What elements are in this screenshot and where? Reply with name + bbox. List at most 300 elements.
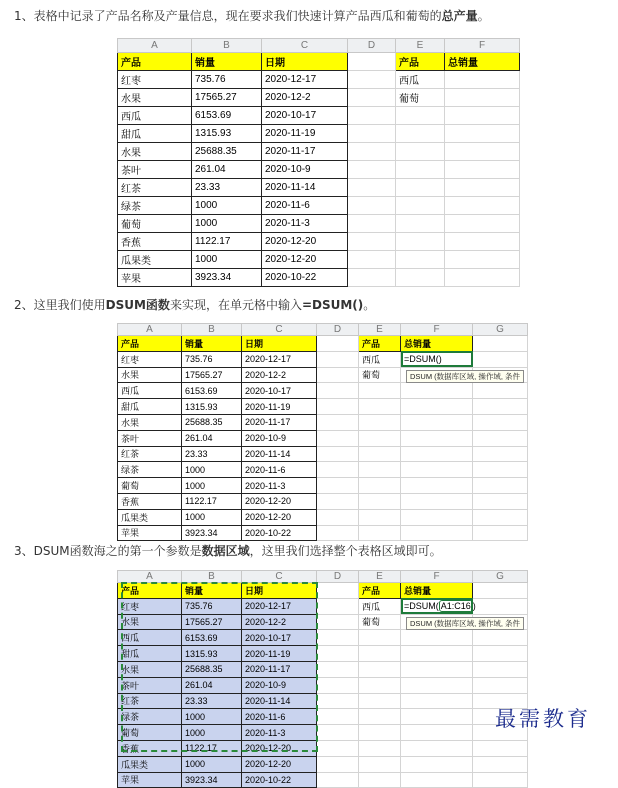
data-cell[interactable]: 735.76 [192,71,262,89]
data-cell[interactable]: 2020-11-14 [242,446,317,462]
data-cell[interactable]: 23.33 [192,179,262,197]
column-header-f[interactable]: F [445,39,520,53]
empty-cell[interactable] [359,478,401,494]
empty-cell[interactable] [317,367,359,383]
column-header-f[interactable]: F [401,571,473,583]
data-cell[interactable]: 2020-10-17 [242,383,317,399]
summary-header-cell[interactable]: 产品 [396,53,445,71]
empty-cell[interactable] [348,197,396,215]
empty-cell[interactable] [359,630,401,646]
column-header-b[interactable]: B [182,324,242,336]
summary-header-cell[interactable]: 总销量 [401,583,473,599]
data-cell[interactable]: 1000 [192,251,262,269]
data-cell[interactable]: 1000 [192,215,262,233]
data-cell[interactable]: 苹果 [118,772,182,788]
header-cell-a[interactable]: 产品 [118,53,192,71]
empty-cell[interactable] [348,53,396,71]
empty-cell[interactable] [317,693,359,709]
data-cell[interactable]: 17565.27 [182,367,242,383]
empty-cell[interactable] [396,179,445,197]
table-row [118,125,520,143]
column-header-e[interactable]: E [396,39,445,53]
empty-cell[interactable] [317,677,359,693]
data-cell[interactable]: 735.76 [182,598,242,614]
empty-cell[interactable] [348,125,396,143]
empty-cell[interactable] [445,197,520,215]
empty-cell[interactable] [445,161,520,179]
column-header-d[interactable]: D [317,571,359,583]
header-cell-c[interactable]: 日期 [242,583,317,599]
data-cell[interactable]: 6153.69 [192,107,262,125]
empty-cell[interactable] [473,493,528,509]
data-cell[interactable]: 2020-10-22 [242,772,317,788]
data-cell[interactable]: 17565.27 [182,614,242,630]
empty-cell[interactable] [348,233,396,251]
summary-product-cell[interactable]: 葡萄 [396,89,445,107]
data-cell[interactable]: 2020-11-17 [242,661,317,677]
empty-cell[interactable] [348,251,396,269]
step-2-bold: DSUM函数 [105,298,170,312]
column-header-g[interactable]: G [473,571,528,583]
empty-cell[interactable] [359,525,401,541]
empty-cell[interactable] [401,661,473,677]
empty-cell[interactable] [359,383,401,399]
summary-header-cell[interactable]: 产品 [359,336,401,352]
empty-cell[interactable] [445,269,520,287]
empty-cell[interactable] [396,197,445,215]
empty-cell[interactable] [473,677,528,693]
empty-cell[interactable] [445,233,520,251]
data-cell[interactable]: 2020-10-9 [242,677,317,693]
header-cell-c[interactable]: 日期 [262,53,348,71]
empty-cell[interactable] [401,725,473,741]
data-cell[interactable]: 1000 [192,197,262,215]
data-cell[interactable]: 25688.35 [182,661,242,677]
table-row [118,399,528,415]
formula-suffix: ) [472,601,476,612]
table-row [118,677,528,693]
empty-cell[interactable] [317,525,359,541]
data-cell[interactable]: 葡萄 [118,215,192,233]
empty-cell[interactable] [348,215,396,233]
empty-cell[interactable] [473,583,528,599]
data-cell[interactable]: 1000 [182,462,242,478]
empty-cell[interactable] [401,772,473,788]
summary-product-cell[interactable]: 葡萄 [359,367,401,383]
data-cell[interactable]: 2020-12-17 [262,71,348,89]
empty-cell[interactable] [317,583,359,599]
empty-cell[interactable] [401,677,473,693]
data-cell[interactable]: 2020-11-17 [262,143,348,161]
data-cell[interactable]: 香蕉 [118,740,182,756]
formula-input-cell[interactable] [401,598,476,614]
data-cell[interactable]: 2020-11-6 [262,197,348,215]
empty-cell[interactable] [401,693,473,709]
data-cell[interactable]: 2020-12-20 [242,509,317,525]
empty-cell[interactable] [317,399,359,415]
data-cell[interactable]: 绿茶 [118,462,182,478]
table-row [118,215,520,233]
data-cell[interactable]: 2020-12-20 [242,493,317,509]
data-cell[interactable]: 2020-12-20 [242,756,317,772]
empty-cell[interactable] [445,71,520,89]
empty-cell[interactable] [445,215,520,233]
empty-cell[interactable] [473,383,528,399]
data-cell[interactable]: 261.04 [182,430,242,446]
spreadsheet-grid-2 [117,323,528,541]
empty-cell[interactable] [401,646,473,662]
empty-cell[interactable] [359,661,401,677]
empty-cell[interactable] [317,725,359,741]
empty-cell[interactable] [396,215,445,233]
table-row [118,756,528,772]
data-cell[interactable]: 水果 [118,414,182,430]
data-cell[interactable]: 2020-11-14 [242,693,317,709]
summary-header-cell[interactable]: 产品 [359,583,401,599]
data-cell[interactable]: 2020-12-20 [242,740,317,756]
empty-cell[interactable] [359,414,401,430]
data-cell[interactable]: 17565.27 [192,89,262,107]
data-cell[interactable]: 2020-11-19 [242,646,317,662]
empty-cell[interactable] [401,462,473,478]
column-header-a[interactable]: A [118,39,192,53]
empty-cell[interactable] [445,143,520,161]
data-cell[interactable]: 2020-12-2 [242,614,317,630]
data-cell[interactable]: 1122.17 [182,740,242,756]
data-cell[interactable]: 2020-10-22 [242,525,317,541]
column-header-a[interactable]: A [118,571,182,583]
empty-cell[interactable] [317,709,359,725]
data-cell[interactable]: 2020-12-20 [262,233,348,251]
summary-product-cell[interactable]: 葡萄 [359,614,401,630]
empty-cell[interactable] [473,756,528,772]
data-cell[interactable]: 西瓜 [118,630,182,646]
watermark-logo: 最需教育 [495,707,591,731]
empty-cell[interactable] [473,661,528,677]
table-row [118,197,520,215]
empty-cell[interactable] [317,509,359,525]
data-cell[interactable]: 2020-12-17 [242,598,317,614]
data-cell[interactable]: 2020-10-9 [242,430,317,446]
empty-cell[interactable] [317,772,359,788]
empty-cell[interactable] [359,493,401,509]
spreadsheet-grid-1 [117,38,520,287]
empty-cell[interactable] [348,89,396,107]
table-row [118,661,528,677]
data-cell[interactable]: 2020-11-6 [242,709,317,725]
data-cell[interactable]: 1315.93 [182,646,242,662]
step-2-text-c: 。 [363,298,376,312]
empty-cell[interactable] [473,351,528,367]
data-cell[interactable]: 2020-10-9 [262,161,348,179]
empty-cell[interactable] [317,493,359,509]
empty-cell[interactable] [473,414,528,430]
data-cell[interactable]: 甜瓜 [118,399,182,415]
empty-cell[interactable] [359,772,401,788]
empty-cell[interactable] [401,493,473,509]
data-cell[interactable]: 苹果 [118,269,192,287]
empty-cell[interactable] [401,446,473,462]
data-cell[interactable]: 2020-10-17 [262,107,348,125]
empty-cell[interactable] [359,693,401,709]
data-cell[interactable]: 3923.34 [192,269,262,287]
spreadsheet-screenshot-2 [117,323,527,539]
column-header-e[interactable]: E [359,571,401,583]
step-1-text-a: 1、表格中记录了产品名称及产量信息，现在要求我们快速计算产品西瓜和葡萄的 [14,9,442,23]
empty-cell[interactable] [317,740,359,756]
empty-cell[interactable] [401,478,473,494]
data-cell[interactable]: 6153.69 [182,383,242,399]
empty-cell[interactable] [348,161,396,179]
column-header-row [118,39,520,53]
empty-cell[interactable] [359,740,401,756]
empty-cell[interactable] [317,661,359,677]
data-cell[interactable]: 水果 [118,143,192,161]
empty-cell[interactable] [473,430,528,446]
data-cell[interactable]: 1122.17 [182,493,242,509]
data-cell[interactable]: 瓜果类 [118,756,182,772]
data-cell[interactable]: 1000 [182,478,242,494]
header-cell-b[interactable]: 销量 [192,53,262,71]
empty-cell[interactable] [359,756,401,772]
column-header-row [118,324,528,336]
empty-cell[interactable] [359,399,401,415]
empty-cell[interactable] [348,71,396,89]
empty-cell[interactable] [473,399,528,415]
empty-cell[interactable] [401,709,473,725]
data-cell[interactable]: 2020-11-19 [262,125,348,143]
empty-cell[interactable] [317,336,359,352]
empty-cell[interactable] [317,646,359,662]
data-cell[interactable]: 1000 [182,756,242,772]
empty-cell[interactable] [396,125,445,143]
data-cell[interactable]: 3923.34 [182,525,242,541]
empty-cell[interactable] [317,756,359,772]
empty-cell[interactable] [445,251,520,269]
data-cell[interactable]: 甜瓜 [118,646,182,662]
column-header-b[interactable]: B [182,571,242,583]
empty-cell[interactable] [401,756,473,772]
data-cell[interactable]: 绿茶 [118,197,192,215]
empty-cell[interactable] [473,630,528,646]
empty-cell[interactable] [473,525,528,541]
table-row [118,269,520,287]
empty-cell[interactable] [317,614,359,630]
empty-cell[interactable] [473,462,528,478]
empty-cell[interactable] [473,772,528,788]
empty-cell[interactable] [317,446,359,462]
empty-cell[interactable] [401,414,473,430]
empty-cell[interactable] [473,646,528,662]
data-cell[interactable]: 甜瓜 [118,125,192,143]
empty-cell[interactable] [473,740,528,756]
empty-cell[interactable] [359,446,401,462]
data-cell[interactable]: 2020-11-3 [242,725,317,741]
empty-cell[interactable] [348,107,396,125]
data-cell[interactable]: 葡萄 [118,725,182,741]
data-cell[interactable]: 西瓜 [118,383,182,399]
column-header-c[interactable]: C [262,39,348,53]
data-cell[interactable]: 水果 [118,614,182,630]
header-cell-a[interactable]: 产品 [118,336,182,352]
empty-cell[interactable] [445,107,520,125]
data-cell[interactable]: 1000 [182,725,242,741]
data-cell[interactable]: 香蕉 [118,493,182,509]
data-cell[interactable]: 261.04 [182,677,242,693]
data-cell[interactable]: 2020-11-6 [242,462,317,478]
empty-cell[interactable] [445,125,520,143]
empty-cell[interactable] [359,709,401,725]
data-cell[interactable]: 2020-11-17 [242,414,317,430]
column-header-a[interactable]: A [118,324,182,336]
column-header-g[interactable]: G [473,324,528,336]
empty-cell[interactable] [317,383,359,399]
data-cell[interactable]: 茶叶 [118,677,182,693]
column-header-e[interactable]: E [359,324,401,336]
step-2-text [14,297,375,313]
table-row [118,693,528,709]
column-header-b[interactable]: B [192,39,262,53]
empty-cell[interactable] [396,269,445,287]
data-cell[interactable]: 红茶 [118,693,182,709]
header-cell-c[interactable]: 日期 [242,336,317,352]
empty-cell[interactable] [396,251,445,269]
empty-cell[interactable] [317,414,359,430]
column-header-d[interactable]: D [348,39,396,53]
data-cell[interactable]: 1000 [182,509,242,525]
empty-cell[interactable] [473,598,528,614]
empty-cell[interactable] [348,143,396,161]
empty-cell[interactable] [359,509,401,525]
data-cell[interactable]: 绿茶 [118,709,182,725]
header-cell-b[interactable]: 销量 [182,336,242,352]
empty-cell[interactable] [473,336,528,352]
header-cell-b[interactable]: 销量 [182,583,242,599]
data-cell[interactable]: 红茶 [118,179,192,197]
data-cell[interactable]: 西瓜 [118,107,192,125]
column-header-d[interactable]: D [317,324,359,336]
empty-cell[interactable] [396,107,445,125]
summary-header-cell[interactable]: 总销量 [445,53,520,71]
data-cell[interactable]: 2020-11-3 [262,215,348,233]
empty-cell[interactable] [473,478,528,494]
data-cell[interactable]: 红茶 [118,446,182,462]
column-header-c[interactable]: C [242,571,317,583]
data-cell[interactable]: 261.04 [192,161,262,179]
empty-cell[interactable] [401,399,473,415]
empty-cell[interactable] [359,430,401,446]
data-cell[interactable]: 2020-12-20 [262,251,348,269]
empty-cell[interactable] [401,525,473,541]
data-cell[interactable]: 1315.93 [192,125,262,143]
data-cell[interactable]: 6153.69 [182,630,242,646]
data-cell[interactable]: 2020-11-3 [242,478,317,494]
table-row [118,725,528,741]
data-cell[interactable]: 2020-11-14 [262,179,348,197]
empty-cell[interactable] [317,478,359,494]
empty-cell[interactable] [396,143,445,161]
empty-cell[interactable] [473,446,528,462]
empty-cell[interactable] [317,598,359,614]
data-cell[interactable]: 红枣 [118,71,192,89]
data-cell[interactable]: 25688.35 [192,143,262,161]
summary-header-cell[interactable]: 总销量 [401,336,473,352]
data-cell[interactable]: 水果 [118,89,192,107]
formula-input-cell[interactable] [401,351,473,367]
empty-cell[interactable] [317,351,359,367]
column-header-c[interactable]: C [242,324,317,336]
data-cell[interactable]: 茶叶 [118,430,182,446]
data-cell[interactable]: 葡萄 [118,478,182,494]
empty-cell[interactable] [401,430,473,446]
data-cell[interactable]: 3923.34 [182,772,242,788]
data-cell[interactable]: 茶叶 [118,161,192,179]
data-cell[interactable]: 1315.93 [182,399,242,415]
data-cell[interactable]: 23.33 [182,693,242,709]
empty-cell[interactable] [401,509,473,525]
data-cell[interactable]: 2020-11-19 [242,399,317,415]
data-cell[interactable]: 瓜果类 [118,251,192,269]
data-cell[interactable]: 苹果 [118,525,182,541]
summary-product-cell[interactable]: 西瓜 [359,351,401,367]
header-cell-a[interactable]: 产品 [118,583,182,599]
data-cell[interactable]: 2020-10-22 [262,269,348,287]
data-cell[interactable]: 23.33 [182,446,242,462]
table-row [118,107,520,125]
empty-cell[interactable] [359,646,401,662]
empty-cell[interactable] [401,740,473,756]
data-cell[interactable]: 2020-10-17 [242,630,317,646]
empty-cell[interactable] [473,509,528,525]
data-cell[interactable]: 2020-12-17 [242,351,317,367]
empty-cell[interactable] [359,677,401,693]
empty-cell[interactable] [317,630,359,646]
step-3-text-b: ，这里我们选择整个表格区域即可。 [249,544,442,558]
data-cell[interactable]: 水果 [118,661,182,677]
data-cell[interactable]: 735.76 [182,351,242,367]
data-cell[interactable]: 红枣 [118,598,182,614]
data-cell[interactable]: 25688.35 [182,414,242,430]
empty-cell[interactable] [401,630,473,646]
data-cell[interactable]: 瓜果类 [118,509,182,525]
empty-cell[interactable] [359,462,401,478]
empty-cell[interactable] [348,269,396,287]
empty-cell[interactable] [348,179,396,197]
empty-cell[interactable] [396,233,445,251]
column-header-f[interactable]: F [401,324,473,336]
empty-cell[interactable] [401,383,473,399]
empty-cell[interactable] [445,179,520,197]
table-row [118,509,528,525]
empty-cell[interactable] [317,462,359,478]
empty-cell[interactable] [396,161,445,179]
step-2-text-b: 来实现，在单元格中输入 [169,298,302,312]
data-cell[interactable]: 水果 [118,367,182,383]
data-cell[interactable]: 2020-12-2 [262,89,348,107]
formula-prefix: =DSUM( [404,601,439,612]
data-cell[interactable]: 1122.17 [192,233,262,251]
empty-cell[interactable] [445,89,520,107]
empty-cell[interactable] [359,725,401,741]
empty-cell[interactable] [317,430,359,446]
data-cell[interactable]: 香蕉 [118,233,192,251]
summary-product-cell[interactable]: 西瓜 [359,598,401,614]
data-cell[interactable]: 2020-12-2 [242,367,317,383]
summary-product-cell[interactable]: 西瓜 [396,71,445,89]
data-cell[interactable]: 红枣 [118,351,182,367]
function-tooltip: DSUM (数据库区域, 操作域, 条件 [406,617,524,630]
data-cell[interactable]: 1000 [182,709,242,725]
